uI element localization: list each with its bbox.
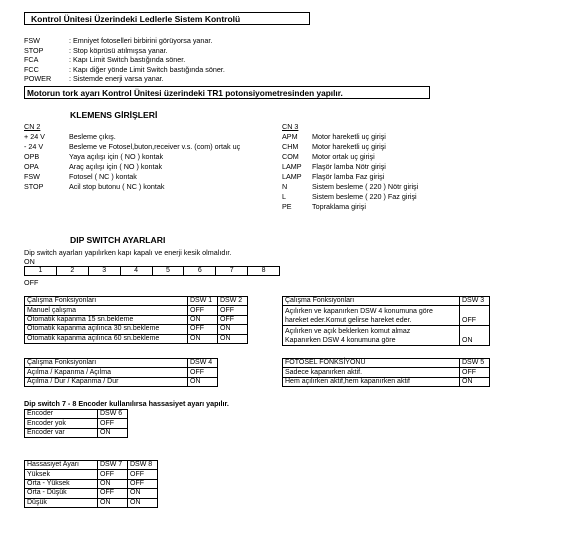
table-row [25,489,158,498]
cn3-header: CN 3 [282,122,299,131]
dsw4-table [24,358,218,387]
table-row [25,377,218,386]
table-cell: ON [128,498,158,507]
table-cell: Açılma / Dur / Kapanma / Dur [25,377,188,386]
pin-desc: Topraklama girişi [312,202,366,211]
table-row [25,334,248,343]
table-header-cell: Çalışma Fonksiyonları [25,359,188,368]
dip-on-label: ON [24,257,35,266]
led-desc: : Kapı Limit Switch bastığında söner. [69,55,186,64]
cn2-header: CN 2 [24,122,41,131]
table-cell: OFF [218,315,248,324]
table-header-cell: Çalışma Fonksiyonları [283,297,460,306]
pin-label: COM [282,152,299,161]
table-cell: Orta - Yüksek [25,479,98,488]
table-cell: Otomatik kapanma 15 sn.bekleme [25,315,188,324]
dip-switch-3: 3 [88,267,120,276]
table-cell: ON [460,377,490,386]
table-header-cell: Çalışma Fonksiyonları [25,297,188,306]
table-header [283,297,490,306]
table-cell: OFF [460,368,490,377]
table-cell: Encoder var [25,428,98,437]
table-cell: ON [98,479,128,488]
table-cell: OFF [188,306,218,315]
table-row [283,368,490,377]
table-cell: Otomatik kapanma açılınca 60 sn.bekleme [25,334,188,343]
led-desc: : Stop köprüsü atılmışsa yanar. [69,45,168,55]
table-cell: ON [188,377,218,386]
led-code: FSW [24,36,40,45]
table-row [25,368,218,377]
table-cell: OFF [98,470,128,479]
table-cell [283,306,460,326]
pin-label: OPA [24,162,39,171]
table-header-cell: DSW 5 [460,359,490,368]
table-cell: Otomatik kapanma açılınca 30 sn.bekleme [25,325,188,334]
pin-label: CHM [282,142,299,151]
table-cell: Yüksek [25,470,98,479]
cell-line: Açılırken ve açık beklerken komut almaz [285,327,411,335]
pin-desc: Motor ortak uç girişi [312,152,375,161]
pin-label: PE [282,202,292,211]
pin-desc: Sistem besleme ( 220 ) Nötr girişi [312,182,419,191]
table-header-cell: FOTOSEL FONKSİYONU [283,359,460,368]
led-code: FCC [24,64,39,74]
cell-line: Kapanırken DSW 4 konumuna göre [285,336,396,344]
table-header [25,297,248,306]
dip-switch-8: 8 [248,267,280,276]
led-desc: : Emniyet fotoselleri birbirini görüyorsa yanar. [69,36,213,45]
table-cell: Düşük [25,498,98,507]
klemens-title: KLEMENS GİRİŞLERİ [70,110,158,120]
pin-label: N [282,182,288,191]
table-cell: OFF [460,306,490,326]
table-header [283,359,490,368]
table-cell: Sadece kapanırken aktif. [283,368,460,377]
table-header-cell: DSW 3 [460,297,490,306]
table-cell: ON [218,334,248,343]
table-row [25,479,158,488]
pin-desc: Flaşör lamba Nötr girişi [312,162,386,171]
led-code: FCA [24,55,39,64]
table-cell: OFF [218,306,248,315]
table-row [25,428,128,437]
table-row [25,470,158,479]
table-header-cell: Hassasiyet Ayarı [25,461,98,470]
led-code: STOP [24,45,44,55]
table-header-cell: DSW 1 [188,297,218,306]
hassasiyet-table [24,460,158,508]
calisma-table [24,296,248,344]
led-desc: : Sistemde enerji varsa yanar. [69,74,164,83]
dip-switch-7: 7 [216,267,248,276]
table-header-cell: DSW 6 [98,410,128,419]
table-cell: OFF [188,368,218,377]
table-header-cell: DSW 4 [188,359,218,368]
pin-label: + 24 V [24,132,45,141]
table-cell: ON [128,489,158,498]
table-header-cell: Encoder [25,410,98,419]
pin-label: OPB [24,152,40,161]
pin-desc: Fotosel ( NC ) kontak [69,172,137,181]
dip-switch-2: 2 [56,267,88,276]
pin-label: LAMP [282,162,302,171]
table-header [25,461,158,470]
table-cell: Manuel çalışma [25,306,188,315]
encoder-table [24,409,128,438]
table-cell: OFF [98,489,128,498]
pin-label: STOP [24,182,44,191]
table-cell: OFF [188,325,218,334]
pin-desc: Acil stop butonu ( NC ) kontak [69,182,165,191]
pin-desc: Motor hareketli uç girişi [312,132,386,141]
table-cell: OFF [128,470,158,479]
pin-label: LAMP [282,172,302,181]
dip-off-label: OFF [24,278,39,287]
table-row [25,315,248,324]
dip-switch-strip [24,266,280,276]
table-header-cell: DSW 2 [218,297,248,306]
table-cell: ON [188,315,218,324]
table-cell [283,326,460,346]
pin-desc: Araç açılışı için ( NO ) kontak [69,162,163,171]
table-row [25,498,158,507]
pin-label: - 24 V [24,142,44,151]
table-cell: ON [98,498,128,507]
table-cell: OFF [98,419,128,428]
table-row [25,306,248,315]
pin-desc: Besleme ve Fotosel,buton,receiver v.s. (com) ortak uç [69,142,241,151]
pin-desc: Motor hareketli uç girişi [312,142,386,151]
dip-switch-5: 5 [152,267,184,276]
pin-label: APM [282,132,298,141]
dip-switch-4: 4 [120,267,152,276]
table-cell: Hem açılırken aktif,hem kapanırken aktif [283,377,460,386]
table-row [283,377,490,386]
pin-desc: Besleme çıkış. [69,132,116,141]
dip-switch-1: 1 [25,267,57,276]
dsw5-table [282,358,490,387]
led-desc: : Kapı diğer yönde Limit Switch bastığında söner. [69,64,225,74]
pin-desc: Sistem besleme ( 220 ) Faz girişi [312,192,417,201]
table-row [283,326,490,346]
table-cell: Açılma / Kapanma / Açılma [25,368,188,377]
table-cell: Orta - Düşük [25,489,98,498]
dsw3-table [282,296,490,346]
page-title: Kontrol Ünitesi Üzerindeki Ledlerle Sistem Kontrolü [24,12,310,25]
table-row [25,419,128,428]
table-cell: ON [218,325,248,334]
pin-label: FSW [24,172,40,181]
table-cell: ON [460,326,490,346]
table-header [25,359,218,368]
encoder-note: Dip switch 7 - 8 Encoder kullanılırsa hassasiyet ayarı yapılır. [24,399,229,408]
tork-note: Motorun tork ayarı Kontrol Ünitesi üzerindeki TR1 potonsiyometresinden yapılır. [24,86,430,99]
table-cell: OFF [128,479,158,488]
cell-line: Açılırken ve kapanırken DSW 4 konumuna göre [285,307,433,315]
dip-note: Dip switch ayarları yapılırken kapı kapalı ve enerji kesik olmalıdır. [24,248,232,257]
dip-title: DIP SWITCH AYARLARI [70,235,166,245]
table-row [283,306,490,326]
table-cell: ON [188,334,218,343]
pin-label: L [282,192,286,201]
table-header [25,410,128,419]
table-cell: ON [98,428,128,437]
table-header-cell: DSW 8 [128,461,158,470]
table-header-cell: DSW 7 [98,461,128,470]
dip-switch-6: 6 [184,267,216,276]
table-cell: Encoder yok [25,419,98,428]
table-row [25,325,248,334]
pin-desc: Yaya açılışı için ( NO ) kontak [69,152,164,161]
pin-desc: Flaşör lamba Faz girişi [312,172,385,181]
cell-line: hareket eder.Komut gelirse hareket eder. [285,316,412,324]
led-code: POWER [24,74,52,83]
